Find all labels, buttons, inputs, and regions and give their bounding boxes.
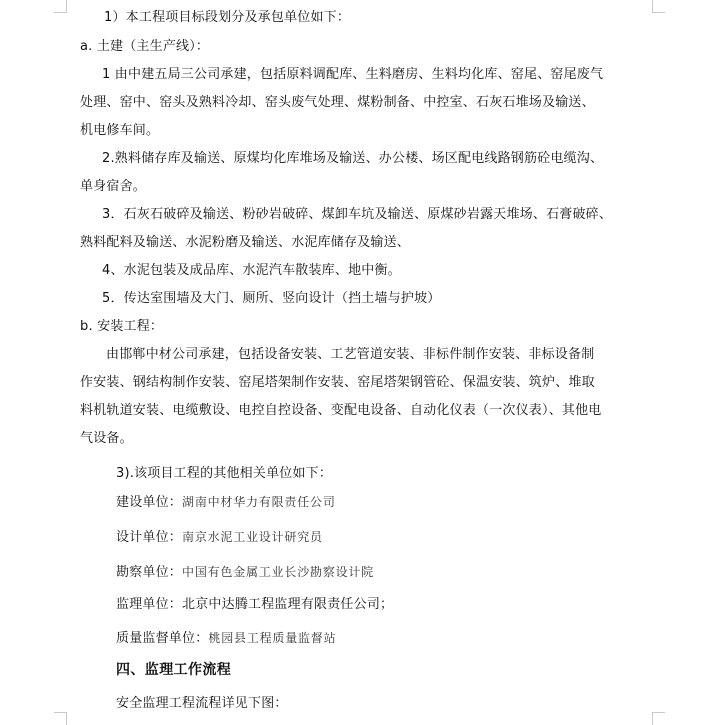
a-item4: 4、水泥包装及成品库、水泥汽车散装库、地中衡。	[102, 263, 401, 278]
unit-row-survey	[116, 564, 374, 581]
unit-row-design	[116, 529, 323, 546]
unit-label: 勘察单位：	[116, 565, 183, 580]
section-4-text: 安全监理工程流程详见下图：	[116, 696, 288, 711]
b-para-line2: 作安装、钢结构制作安装、窑尾塔架制作安装、窑尾塔架钢管砼、保温安装、筑炉、堆取	[80, 375, 595, 390]
unit-value: 北京中达腾工程监理有限责任公司；	[182, 597, 394, 612]
margin-mark-bottom-right	[652, 712, 665, 725]
a-item3-line2: 熟料配料及输送、水泥粉磨及输送、水泥库储存及输送、	[80, 235, 411, 250]
a-item2-line1: 2.熟料储存库及输送、原煤均化库堆场及输送、办公楼、场区配电线路钢筋砼电缆沟、	[102, 151, 604, 166]
a-item1-line3: 机电修车间。	[80, 123, 160, 138]
a-item3-line1: 3．石灰石破碎及输送、粉砂岩破碎、煤卸车坑及输送、原煤砂岩露天堆场、石膏破碎、	[102, 207, 613, 222]
unit-row-quality	[116, 630, 336, 647]
section-4-title: 四、监理工作流程	[116, 662, 232, 678]
section-a-title: a. 土建（主生产线）：	[80, 39, 210, 54]
unit-label: 监理单位：	[116, 597, 183, 612]
unit-row-construction	[116, 494, 336, 511]
section-3-heading: 3).该项目工程的其他相关单位如下：	[116, 466, 333, 481]
margin-mark-top-right	[652, 0, 665, 13]
unit-label: 建设单位：	[116, 495, 183, 510]
b-para-line1: 由邯郸中材公司承建，包括设备安装、工艺管道安装、非标件制作安装、非标设备制	[106, 347, 595, 362]
unit-value: 中国有色金属工业长沙勘察设计院	[182, 565, 375, 579]
a-item2-line2: 单身宿舍。	[80, 179, 147, 194]
a-item5: 5．传达室围墙及大门、厕所、竖向设计（挡土墙与护坡）	[102, 291, 441, 306]
b-para-line4: 气设备。	[80, 431, 133, 446]
section-b-title: b. 安装工程：	[80, 319, 164, 334]
unit-label: 质量监督单位：	[116, 631, 209, 646]
unit-value: 湖南中材华力有限责任公司	[182, 495, 336, 509]
margin-mark-bottom-left	[54, 712, 67, 725]
unit-row-supervision	[116, 597, 393, 613]
unit-value: 桃园县工程质量监督站	[208, 631, 337, 645]
unit-label: 设计单位：	[116, 530, 183, 545]
a-item1-line1: 1 由中建五局三公司承建，包括原料调配库、生料磨房、生料均化库、窑尾、窑尾废气	[102, 67, 604, 82]
b-para-line3: 料机轨道安装、电缆敷设、电控自控设备、变配电设备、自动化仪表（一次仪表）、其他电	[80, 403, 602, 418]
unit-value: 南京水泥工业设计研究员	[182, 530, 323, 544]
margin-mark-top-left	[54, 0, 67, 13]
section-1-heading: 1）本工程项目标段划分及承包单位如下：	[104, 10, 351, 25]
a-item1-line2: 处理、窑中、窑头及熟料冷却、窑头废气处理、煤粉制备、中控室、石灰石堆场及输送、	[80, 95, 595, 110]
